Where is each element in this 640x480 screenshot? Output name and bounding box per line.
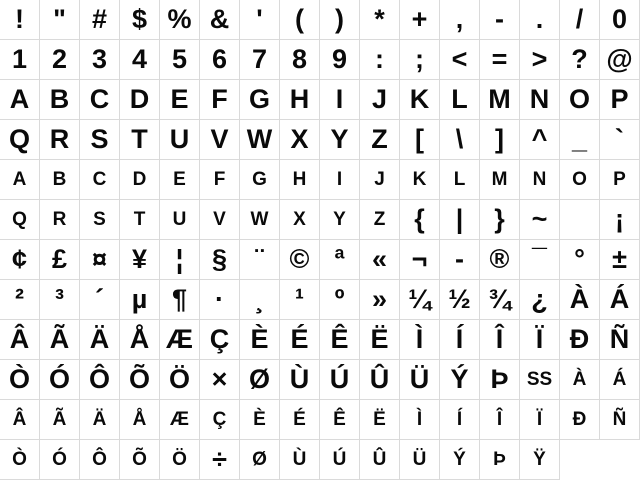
glyph-cell[interactable]: ´ <box>80 280 120 320</box>
glyph-cell[interactable]: ¥ <box>120 240 160 280</box>
glyph-cell[interactable]: ³ <box>40 280 80 320</box>
glyph-cell[interactable]: Þ <box>480 440 520 480</box>
glyph-cell[interactable]: Ë <box>360 400 400 440</box>
glyph-cell[interactable]: · <box>200 280 240 320</box>
glyph-cell[interactable]: Ä <box>80 320 120 360</box>
glyph-cell[interactable]: Ò <box>0 440 40 480</box>
glyph-cell[interactable]: º <box>320 280 360 320</box>
glyph-cell[interactable]: H <box>280 160 320 200</box>
glyph-cell[interactable]: J <box>360 80 400 120</box>
glyph-cell[interactable]: × <box>200 360 240 400</box>
glyph-cell[interactable]: Û <box>360 360 400 400</box>
glyph-cell[interactable]: Ø <box>240 360 280 400</box>
glyph-cell[interactable]: ! <box>0 0 40 40</box>
glyph-cell[interactable]: Ñ <box>600 320 640 360</box>
glyph-cell[interactable]: Ý <box>440 360 480 400</box>
glyph-cell[interactable]: ¬ <box>400 240 440 280</box>
glyph-cell[interactable]: O <box>560 160 600 200</box>
glyph-cell[interactable]: K <box>400 80 440 120</box>
glyph-cell[interactable]: SS <box>520 360 560 400</box>
glyph-cell[interactable]: 2 <box>40 40 80 80</box>
glyph-cell[interactable]: Y <box>320 120 360 160</box>
glyph-cell[interactable]: É <box>280 400 320 440</box>
glyph-cell[interactable]: { <box>400 200 440 240</box>
glyph-cell[interactable]: ¡ <box>600 200 640 240</box>
glyph-cell[interactable]: $ <box>120 0 160 40</box>
glyph-cell[interactable]: À <box>560 360 600 400</box>
glyph-cell[interactable]: > <box>520 40 560 80</box>
glyph-cell[interactable]: P <box>600 80 640 120</box>
glyph-cell[interactable]: A <box>0 160 40 200</box>
glyph-cell[interactable]: F <box>200 160 240 200</box>
glyph-cell[interactable]: Ë <box>360 320 400 360</box>
glyph-cell[interactable]: N <box>520 80 560 120</box>
glyph-cell[interactable]: Ý <box>440 440 480 480</box>
glyph-cell[interactable]: M <box>480 160 520 200</box>
glyph-cell[interactable]: ® <box>480 240 520 280</box>
glyph-cell[interactable]: ± <box>600 240 640 280</box>
glyph-cell[interactable]: B <box>40 80 80 120</box>
glyph-cell[interactable]: U <box>160 200 200 240</box>
glyph-cell[interactable]: & <box>200 0 240 40</box>
glyph-cell[interactable]: Ø <box>240 440 280 480</box>
glyph-cell[interactable]: Z <box>360 120 400 160</box>
glyph-cell[interactable]: T <box>120 120 160 160</box>
glyph-cell[interactable]: Á <box>600 280 640 320</box>
glyph-cell[interactable]: Ã <box>40 400 80 440</box>
glyph-cell[interactable]: Ì <box>400 320 440 360</box>
glyph-cell[interactable]: G <box>240 80 280 120</box>
glyph-cell[interactable]: ª <box>320 240 360 280</box>
glyph-cell[interactable]: Ô <box>80 360 120 400</box>
glyph-cell[interactable]: W <box>240 200 280 240</box>
glyph-cell[interactable]: ` <box>600 120 640 160</box>
glyph-cell[interactable]: È <box>240 320 280 360</box>
glyph-cell[interactable]: S <box>80 120 120 160</box>
glyph-cell[interactable]: [ <box>400 120 440 160</box>
glyph-cell[interactable]: ) <box>320 0 360 40</box>
glyph-cell[interactable]: Â <box>0 320 40 360</box>
glyph-cell[interactable]: Í <box>440 400 480 440</box>
glyph-cell[interactable]: ¨ <box>240 240 280 280</box>
glyph-cell[interactable]: Æ <box>160 320 200 360</box>
glyph-cell[interactable]: Õ <box>120 360 160 400</box>
glyph-cell[interactable]: Î <box>480 400 520 440</box>
glyph-cell[interactable]: Ü <box>400 440 440 480</box>
glyph-cell[interactable]: Ð <box>560 400 600 440</box>
glyph-cell[interactable]: U <box>160 120 200 160</box>
glyph-cell[interactable]: @ <box>600 40 640 80</box>
glyph-cell[interactable]: C <box>80 160 120 200</box>
glyph-cell[interactable]: Ÿ <box>520 440 560 480</box>
glyph-cell[interactable]: Î <box>480 320 520 360</box>
glyph-cell[interactable]: " <box>40 0 80 40</box>
glyph-cell[interactable]: R <box>40 200 80 240</box>
glyph-cell[interactable]: # <box>80 0 120 40</box>
glyph-cell[interactable]: L <box>440 80 480 120</box>
glyph-cell[interactable]: Ê <box>320 320 360 360</box>
empty-cell <box>600 440 640 480</box>
glyph-cell[interactable]: ¢ <box>0 240 40 280</box>
glyph-cell[interactable]: = <box>480 40 520 80</box>
glyph-cell[interactable]: F <box>200 80 240 120</box>
glyph-cell[interactable]: L <box>440 160 480 200</box>
glyph-cell[interactable]: 4 <box>120 40 160 80</box>
glyph-cell[interactable]: ¦ <box>160 240 200 280</box>
glyph-cell[interactable]: X <box>280 120 320 160</box>
glyph-cell[interactable]: » <box>360 280 400 320</box>
glyph-cell[interactable]: S <box>80 200 120 240</box>
glyph-cell[interactable]: G <box>240 160 280 200</box>
glyph-cell[interactable]: Ú <box>320 440 360 480</box>
glyph-cell[interactable]: ¼ <box>400 280 440 320</box>
glyph-cell[interactable]: ¹ <box>280 280 320 320</box>
glyph-cell[interactable]: Ð <box>560 320 600 360</box>
glyph-cell[interactable]: Ö <box>160 360 200 400</box>
glyph-cell[interactable]: ½ <box>440 280 480 320</box>
glyph-cell[interactable]: Y <box>320 200 360 240</box>
glyph-cell[interactable]: - <box>440 240 480 280</box>
glyph-cell[interactable]: ' <box>240 0 280 40</box>
glyph-cell[interactable]: O <box>560 80 600 120</box>
glyph-cell[interactable]: Ú <box>320 360 360 400</box>
glyph-cell[interactable]: E <box>160 160 200 200</box>
glyph-cell[interactable]: < <box>440 40 480 80</box>
glyph-cell[interactable]: Ö <box>160 440 200 480</box>
glyph-cell[interactable]: Ä <box>80 400 120 440</box>
glyph-cell[interactable]: Ù <box>280 360 320 400</box>
glyph-cell[interactable]: 8 <box>280 40 320 80</box>
glyph-cell[interactable]: H <box>280 80 320 120</box>
glyph-cell[interactable]: 1 <box>0 40 40 80</box>
glyph-cell[interactable]: Q <box>0 120 40 160</box>
glyph-cell[interactable]: C <box>80 80 120 120</box>
glyph-cell[interactable]: A <box>0 80 40 120</box>
glyph-cell[interactable]: I <box>320 80 360 120</box>
glyph-cell[interactable]: ° <box>560 240 600 280</box>
glyph-cell[interactable]: Ã <box>40 320 80 360</box>
glyph-cell[interactable]: Ç <box>200 320 240 360</box>
glyph-cell[interactable]: Ó <box>40 360 80 400</box>
glyph-cell[interactable]: Ï <box>520 400 560 440</box>
glyph-cell[interactable]: ~ <box>520 200 560 240</box>
glyph-cell[interactable]: © <box>280 240 320 280</box>
glyph-cell[interactable]: ; <box>400 40 440 80</box>
glyph-cell[interactable]: * <box>360 0 400 40</box>
glyph-cell[interactable]: B <box>40 160 80 200</box>
glyph-cell[interactable]: ¯ <box>520 240 560 280</box>
glyph-cell[interactable]: } <box>480 200 520 240</box>
glyph-cell[interactable]: 7 <box>240 40 280 80</box>
glyph-cell[interactable]: À <box>560 280 600 320</box>
glyph-cell[interactable]: µ <box>120 280 160 320</box>
glyph-cell[interactable]: « <box>360 240 400 280</box>
glyph-cell[interactable]: X <box>280 200 320 240</box>
glyph-cell[interactable]: £ <box>40 240 80 280</box>
glyph-cell[interactable]: ¾ <box>480 280 520 320</box>
glyph-cell[interactable]: % <box>160 0 200 40</box>
glyph-cell[interactable]: J <box>360 160 400 200</box>
glyph-cell[interactable]: . <box>520 0 560 40</box>
glyph-cell[interactable]: Õ <box>120 440 160 480</box>
glyph-cell[interactable]: ¤ <box>80 240 120 280</box>
glyph-cell[interactable]: Æ <box>160 400 200 440</box>
glyph-cell[interactable]: Þ <box>480 360 520 400</box>
glyph-cell[interactable]: \ <box>440 120 480 160</box>
empty-cell <box>560 200 600 240</box>
glyph-cell[interactable]: ? <box>560 40 600 80</box>
glyph-cell[interactable]: Û <box>360 440 400 480</box>
glyph-cell[interactable]: V <box>200 120 240 160</box>
glyph-cell[interactable]: ¶ <box>160 280 200 320</box>
glyph-cell[interactable]: Ê <box>320 400 360 440</box>
glyph-cell[interactable]: Ù <box>280 440 320 480</box>
glyph-cell[interactable]: § <box>200 240 240 280</box>
glyph-cell[interactable]: N <box>520 160 560 200</box>
glyph-cell[interactable]: P <box>600 160 640 200</box>
glyph-cell[interactable]: Ó <box>40 440 80 480</box>
glyph-cell[interactable]: K <box>400 160 440 200</box>
glyph-cell[interactable]: ^ <box>520 120 560 160</box>
glyph-cell[interactable]: M <box>480 80 520 120</box>
glyph-cell[interactable]: Å <box>120 400 160 440</box>
glyph-cell[interactable]: 9 <box>320 40 360 80</box>
glyph-cell[interactable]: Å <box>120 320 160 360</box>
glyph-cell[interactable]: Ñ <box>600 400 640 440</box>
glyph-cell[interactable]: È <box>240 400 280 440</box>
glyph-cell[interactable]: Â <box>0 400 40 440</box>
glyph-cell[interactable]: ¸ <box>240 280 280 320</box>
glyph-cell[interactable]: T <box>120 200 160 240</box>
glyph-cell[interactable]: 6 <box>200 40 240 80</box>
glyph-cell[interactable]: E <box>160 80 200 120</box>
glyph-cell[interactable]: ÷ <box>200 440 240 480</box>
glyph-cell[interactable]: Ô <box>80 440 120 480</box>
glyph-cell[interactable]: ( <box>280 0 320 40</box>
glyph-cell[interactable]: / <box>560 0 600 40</box>
glyph-cell[interactable]: Á <box>600 360 640 400</box>
glyph-cell[interactable]: - <box>480 0 520 40</box>
glyph-cell[interactable]: É <box>280 320 320 360</box>
glyph-cell[interactable]: Z <box>360 200 400 240</box>
glyph-cell[interactable]: Q <box>0 200 40 240</box>
glyph-cell[interactable]: ² <box>0 280 40 320</box>
glyph-cell[interactable]: Ò <box>0 360 40 400</box>
glyph-cell[interactable]: Í <box>440 320 480 360</box>
glyph-cell[interactable]: V <box>200 200 240 240</box>
glyph-cell[interactable]: , <box>440 0 480 40</box>
glyph-cell[interactable]: Ç <box>200 400 240 440</box>
glyph-cell[interactable]: Ü <box>400 360 440 400</box>
glyph-cell[interactable]: I <box>320 160 360 200</box>
glyph-cell[interactable]: 0 <box>600 0 640 40</box>
glyph-cell[interactable]: R <box>40 120 80 160</box>
glyph-cell[interactable]: _ <box>560 120 600 160</box>
glyph-cell[interactable]: W <box>240 120 280 160</box>
glyph-cell[interactable]: D <box>120 160 160 200</box>
glyph-cell[interactable]: ¿ <box>520 280 560 320</box>
glyph-cell[interactable]: ] <box>480 120 520 160</box>
glyph-cell[interactable]: Ï <box>520 320 560 360</box>
glyph-cell[interactable]: 3 <box>80 40 120 80</box>
glyph-cell[interactable]: | <box>440 200 480 240</box>
glyph-cell[interactable]: Ì <box>400 400 440 440</box>
glyph-cell[interactable]: D <box>120 80 160 120</box>
glyph-cell[interactable]: 5 <box>160 40 200 80</box>
empty-cell <box>560 440 600 480</box>
glyph-cell[interactable]: + <box>400 0 440 40</box>
glyph-cell[interactable]: : <box>360 40 400 80</box>
